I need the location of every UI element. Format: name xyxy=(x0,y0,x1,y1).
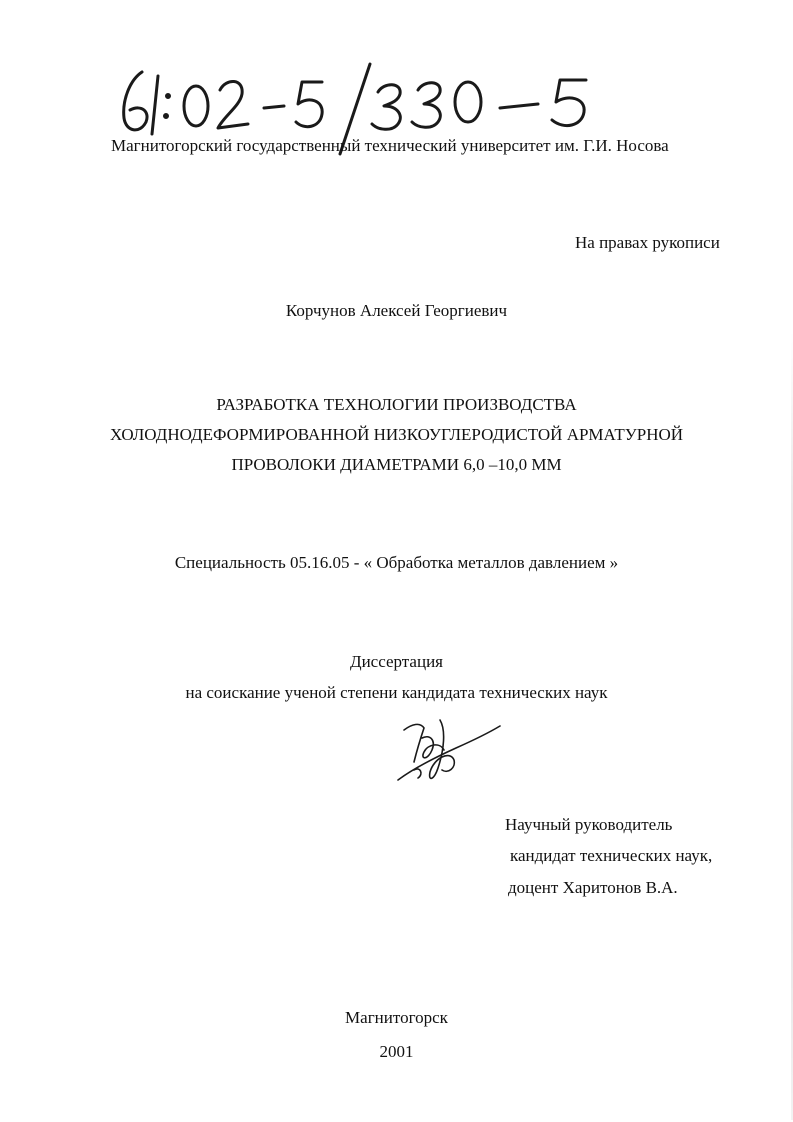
author-name: Корчунов Алексей Георгиевич xyxy=(285,301,508,320)
year: 2001 xyxy=(379,1042,414,1061)
title-line-1: РАЗРАБОТКА ТЕХНОЛОГИИ ПРОИЗВОДСТВА xyxy=(216,395,577,414)
title-line-2: ХОЛОДНОДЕФОРМИРОВАННОЙ НИЗКОУГЛЕРОДИСТОЙ АРМАТУРНОЙ xyxy=(109,425,684,444)
supervisor-name: доцент Харитонов В.А. xyxy=(508,878,678,897)
university-name: Магнитогорский государственный технический университет им. Г.И. Носова xyxy=(111,136,669,155)
signature xyxy=(394,710,504,790)
supervisor-degree: кандидат технических наук, xyxy=(510,846,713,865)
degree-sought: на соискание ученой степени кандидата технических наук xyxy=(185,683,608,702)
thesis-type: Диссертация xyxy=(349,652,443,671)
supervisor-heading: Научный руководитель xyxy=(505,815,673,834)
manuscript-note: На правах рукописи xyxy=(575,233,720,252)
title-line-3: ПРОВОЛОКИ ДИАМЕТРАМИ 6,0 –10,0 ММ xyxy=(231,455,562,474)
specialty: Специальность 05.16.05 - « Обработка металлов давлением » xyxy=(174,553,619,572)
city: Магнитогорск xyxy=(345,1008,448,1027)
